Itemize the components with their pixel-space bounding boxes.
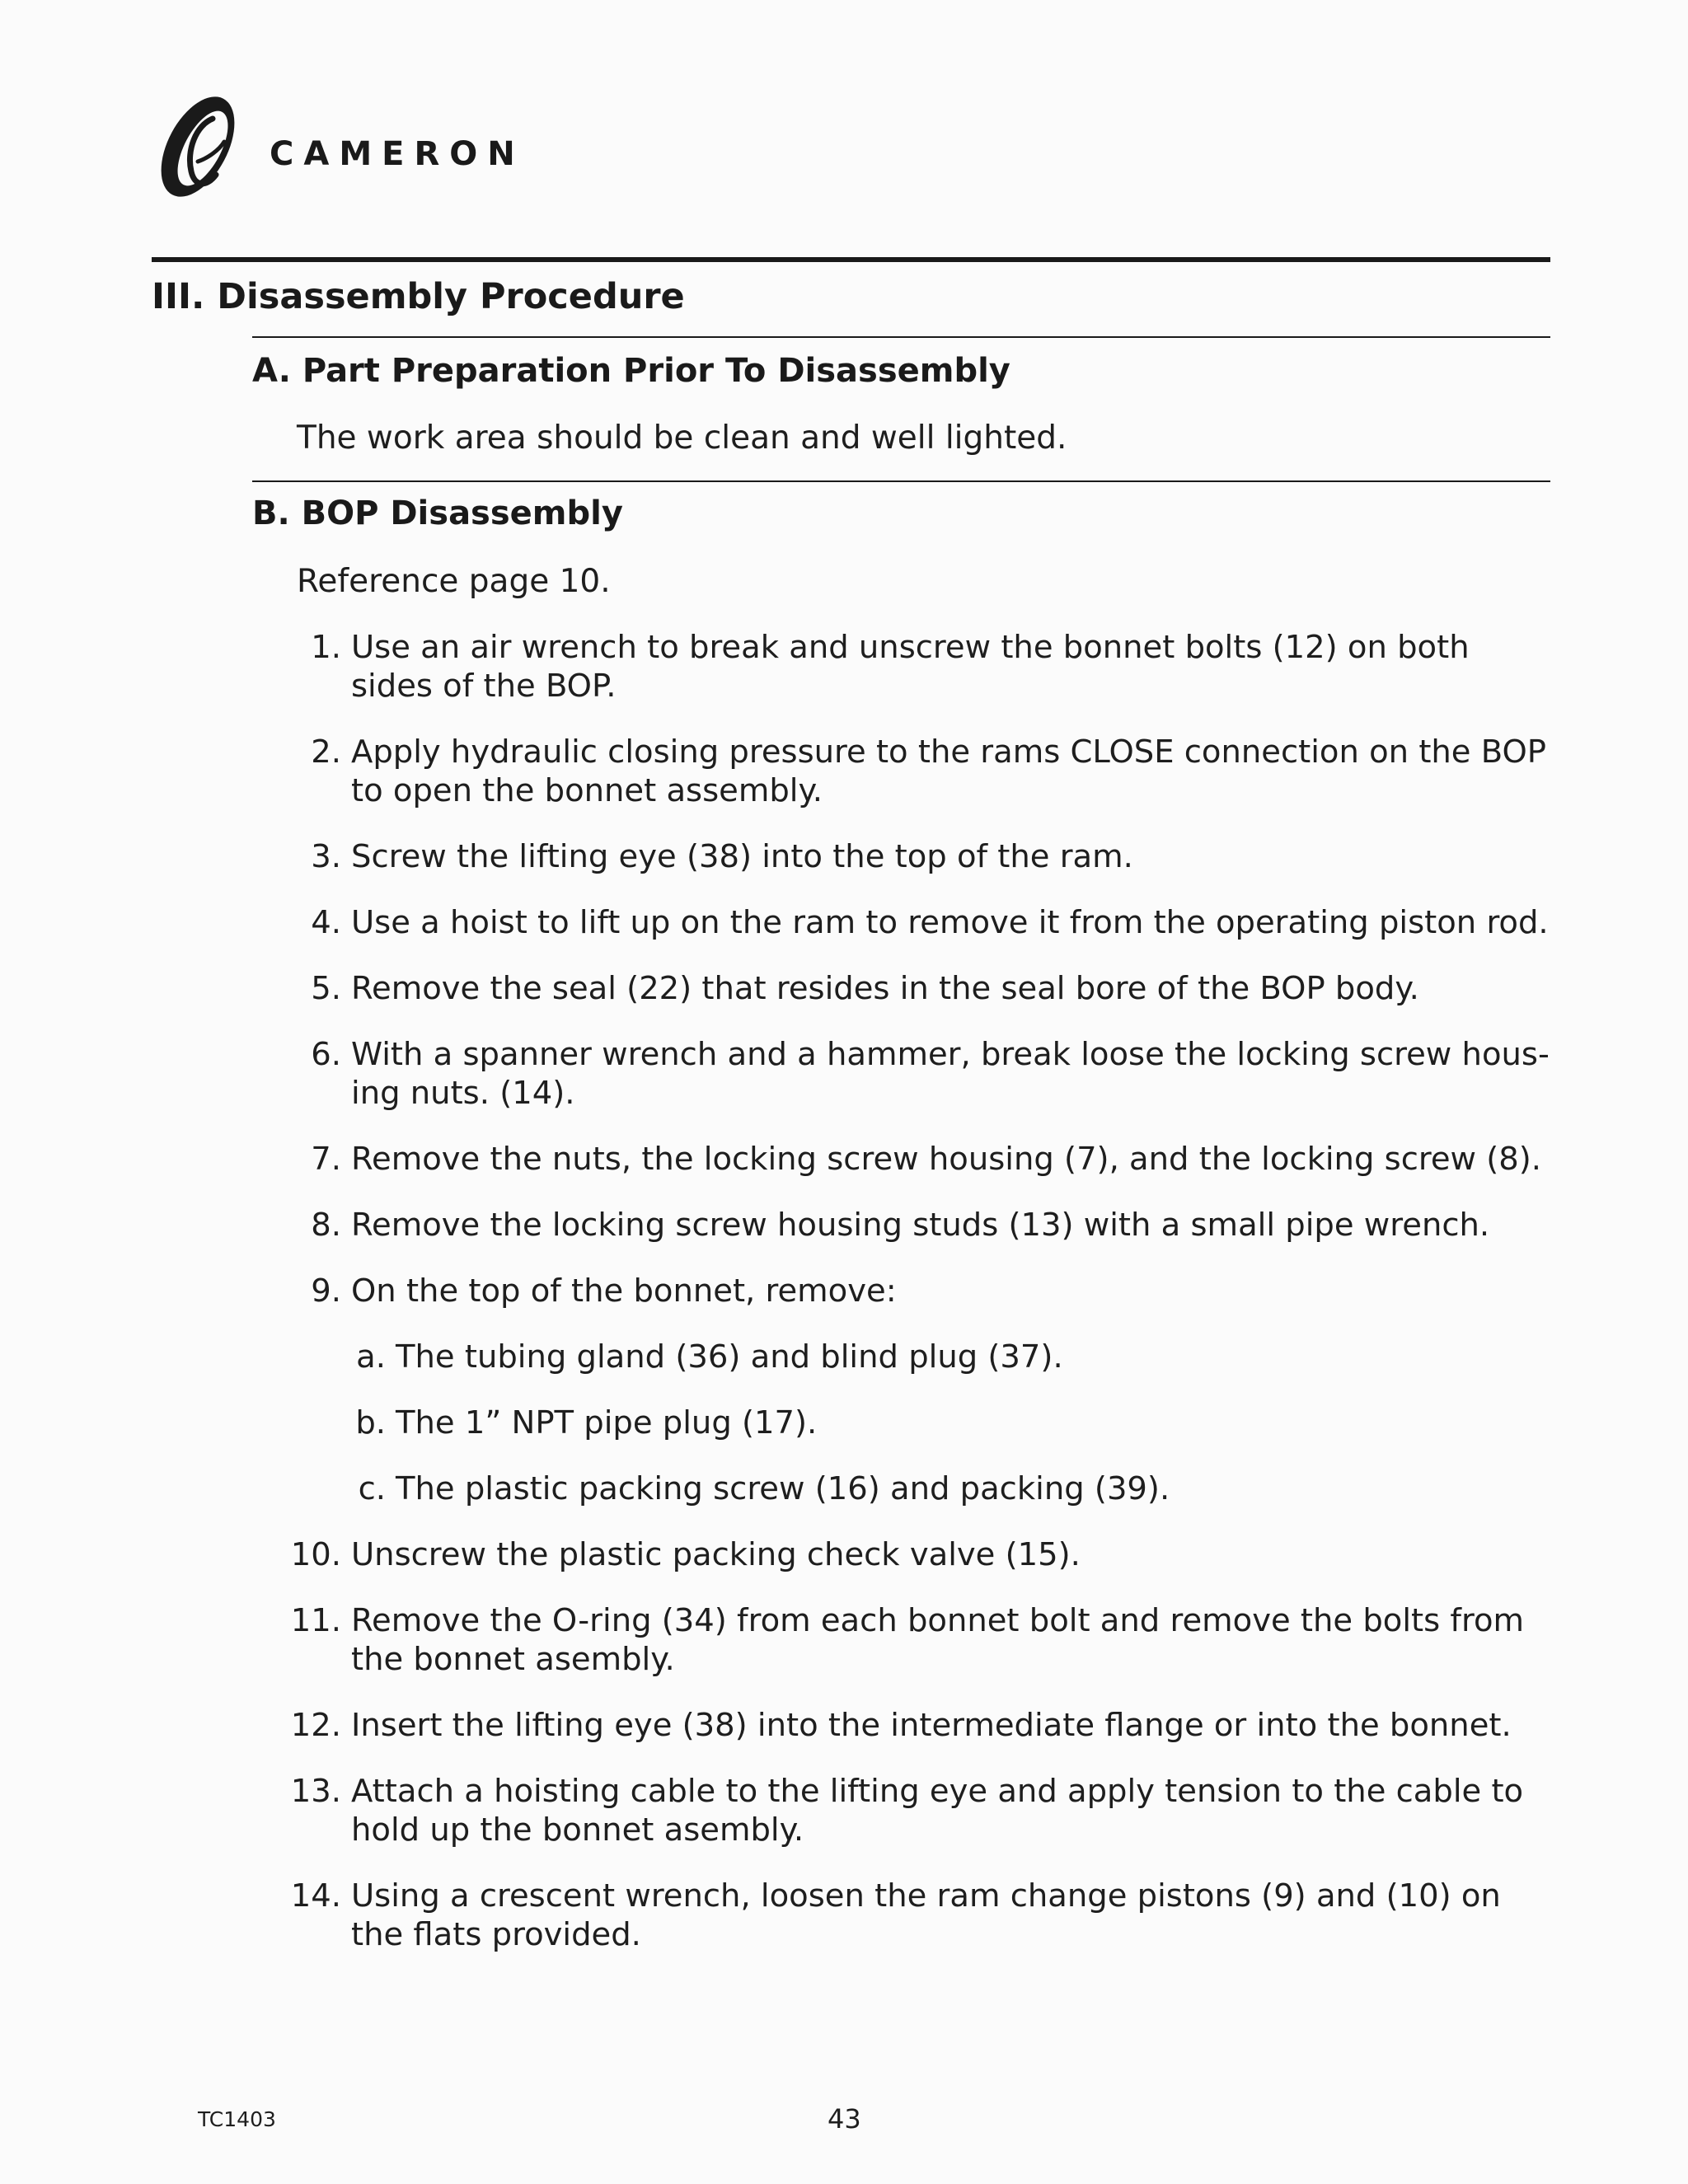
- list-item: 10. Unscrew the plastic packing check valve (15).: [290, 1536, 1081, 1573]
- list-item: 6. With a spanner wrench and a hammer, break loose the locking screw hous-ing nuts. (14).: [311, 1036, 1550, 1112]
- list-item: 12. Insert the lifting eye (38) into the intermediate flange or into the bonnet.: [290, 1707, 1512, 1744]
- sub-list-item: a. The tubing gland (36) and blind plug (37).: [356, 1338, 1063, 1376]
- subsection-a-text: The work area should be clean and well lighted.: [297, 419, 1067, 457]
- subsection-divider: [252, 480, 1550, 482]
- list-item: 13. Attach a hoisting cable to the lifting eye and apply tension to the cable to hold up the bonnet asembly.: [290, 1773, 1524, 1849]
- list-item: 7. Remove the nuts, the locking screw housing (7), and the locking screw (8).: [311, 1141, 1542, 1178]
- list-item: 9. On the top of the bonnet, remove:: [311, 1272, 897, 1310]
- section-divider: [152, 257, 1550, 262]
- cameron-logo-icon: [148, 82, 247, 206]
- disassembly-steps: [280, 628, 1554, 1981]
- list-item: 2. Apply hydraulic closing pressure to the rams CLOSE connection on the BOP to open the bonnet assembly.: [311, 733, 1546, 809]
- list-item: 5. Remove the seal (22) that resides in the seal bore of the BOP body.: [311, 970, 1419, 1007]
- sub-list-item: c. The plastic packing screw (16) and packing (39).: [358, 1470, 1170, 1507]
- list-item: 11. Remove the O-ring (34) from each bonnet bolt and remove the bolts from the bonnet asembly.: [290, 1602, 1524, 1678]
- page-number: 43: [828, 2103, 861, 2135]
- list-item: 4. Use a hoist to lift up on the ram to remove it from the operating piston rod.: [311, 904, 1549, 941]
- list-item: 3. Screw the lifting eye (38) into the top of the ram.: [311, 838, 1133, 875]
- list-item: 14. Using a crescent wrench, loosen the ram change pistons (9) and (10) on the flats provided.: [290, 1877, 1501, 1953]
- company-name: CAMERON: [270, 135, 525, 173]
- sub-list-item: b. The 1” NPT pipe plug (17).: [355, 1404, 818, 1441]
- list-item: 8. Remove the locking screw housing studs (13) with a small pipe wrench.: [311, 1207, 1490, 1244]
- subsection-heading-a: A. Part Preparation Prior To Disassembly: [252, 352, 1010, 390]
- subsection-heading-b: B. BOP Disassembly: [252, 494, 623, 532]
- document-code: TC1403: [198, 2107, 276, 2131]
- section-title: III. Disassembly Procedure: [152, 276, 685, 317]
- reference-note: Reference page 10.: [297, 563, 611, 600]
- list-item: 1. Use an air wrench to break and unscrew the bonnet bolts (12) on both sides of the BOP.: [311, 629, 1470, 705]
- subsection-divider: [252, 336, 1550, 338]
